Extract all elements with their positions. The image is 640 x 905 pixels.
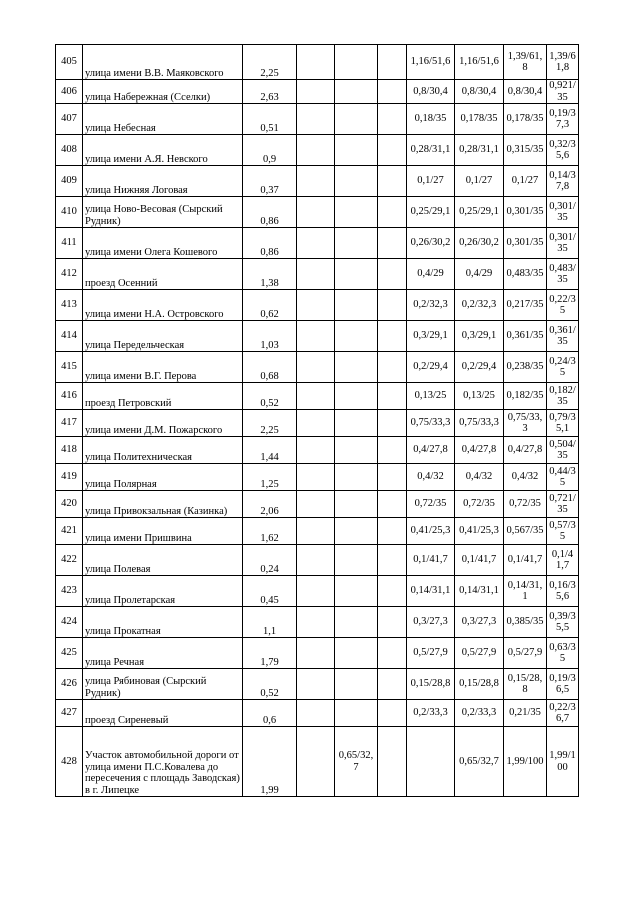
value-cell-col4 [297,321,335,352]
value-cell-col9: 0,182/35 [504,383,547,410]
street-name-cell: улица Полярная [83,464,243,491]
table-row [56,727,579,797]
value-cell-col7: 0,2/33,3 [407,700,455,727]
street-name-cell: улица Рябиновая (Сырский Рудник) [83,669,243,700]
row-number-cell: 418 [56,437,83,464]
value-cell-col4 [297,259,335,290]
value-cell-col4 [297,410,335,437]
row-number-cell: 406 [56,80,83,104]
value-cell-col9: 0,14/31,1 [504,576,547,607]
value-cell-col4 [297,727,335,797]
value-cell-col5 [335,383,378,410]
value-cell-col7: 0,13/25 [407,383,455,410]
value-cell-col9: 0,72/35 [504,491,547,518]
value-cell-col6 [378,197,407,228]
value-cell-col4 [297,383,335,410]
value-cell-col5 [335,545,378,576]
value-cell-col8: 1,16/51,6 [455,45,504,80]
value-cell-col7: 0,3/27,3 [407,607,455,638]
row-number-cell: 420 [56,491,83,518]
value-cell-col6 [378,437,407,464]
value-cell-col8: 0,4/29 [455,259,504,290]
value-cell-col10: 0,44/35 [547,464,579,491]
value-cell-col4 [297,197,335,228]
value-cell-col9: 0,238/35 [504,352,547,383]
length-cell: 1,44 [243,437,297,464]
value-cell-col8: 0,14/31,1 [455,576,504,607]
value-cell-col6 [378,290,407,321]
length-cell: 0,62 [243,290,297,321]
length-cell: 0,45 [243,576,297,607]
street-name-cell: улица Нижняя Логовая [83,166,243,197]
value-cell-col9: 0,567/35 [504,518,547,545]
row-number-cell: 426 [56,669,83,700]
value-cell-col7: 0,14/31,1 [407,576,455,607]
street-name-cell: улица Привокзальная (Казинка) [83,491,243,518]
value-cell-col8: 0,28/31,1 [455,135,504,166]
length-cell: 2,25 [243,45,297,80]
value-cell-col9: 0,4/27,8 [504,437,547,464]
row-number-cell: 422 [56,545,83,576]
table-row [56,383,579,410]
row-number-cell: 407 [56,104,83,135]
value-cell-col7: 1,16/51,6 [407,45,455,80]
value-cell-col5 [335,638,378,669]
street-name-cell: проезд Сиреневый [83,700,243,727]
value-cell-col7: 0,3/29,1 [407,321,455,352]
row-number-cell: 409 [56,166,83,197]
value-cell-col4 [297,45,335,80]
row-number-cell: 405 [56,45,83,80]
row-number-cell: 412 [56,259,83,290]
value-cell-col10: 0,57/35 [547,518,579,545]
row-number-cell: 425 [56,638,83,669]
value-cell-col4 [297,352,335,383]
value-cell-col7: 0,2/32,3 [407,290,455,321]
street-name-cell: улица Небесная [83,104,243,135]
value-cell-col9: 0,217/35 [504,290,547,321]
row-number-cell: 415 [56,352,83,383]
length-cell: 1,03 [243,321,297,352]
value-cell-col5 [335,607,378,638]
value-cell-col6 [378,383,407,410]
length-cell: 0,9 [243,135,297,166]
length-cell: 1,1 [243,607,297,638]
table-row [56,410,579,437]
value-cell-col10: 0,63/35 [547,638,579,669]
value-cell-col4 [297,135,335,166]
street-name-cell: улица имени Н.А. Островского [83,290,243,321]
value-cell-col4 [297,166,335,197]
table-row [56,321,579,352]
value-cell-col8: 0,1/27 [455,166,504,197]
value-cell-col10: 0,16/35,6 [547,576,579,607]
value-cell-col6 [378,700,407,727]
table-row [56,518,579,545]
value-cell-col8: 0,178/35 [455,104,504,135]
value-cell-col5 [335,80,378,104]
value-cell-col10: 0,504/35 [547,437,579,464]
street-name-cell: проезд Осенний [83,259,243,290]
street-name-cell: улица Передельческая [83,321,243,352]
value-cell-col5 [335,669,378,700]
table-row [56,700,579,727]
value-cell-col5 [335,352,378,383]
value-cell-col9: 0,15/28,8 [504,669,547,700]
table-row [56,45,579,80]
value-cell-col7: 0,28/31,1 [407,135,455,166]
table-row [56,135,579,166]
value-cell-col8: 0,72/35 [455,491,504,518]
value-cell-col10: 0,19/36,5 [547,669,579,700]
value-cell-col9: 0,361/35 [504,321,547,352]
value-cell-col8: 0,2/33,3 [455,700,504,727]
street-name-cell: улица имени Д.М. Пожарского [83,410,243,437]
street-name-cell: улица имени Пришвина [83,518,243,545]
value-cell-col8: 0,4/27,8 [455,437,504,464]
value-cell-col6 [378,166,407,197]
value-cell-col7: 0,1/41,7 [407,545,455,576]
value-cell-col9: 0,1/41,7 [504,545,547,576]
value-cell-col7: 0,26/30,2 [407,228,455,259]
value-cell-col10: 0,301/35 [547,228,579,259]
value-cell-col9: 0,385/35 [504,607,547,638]
value-cell-col10: 0,79/35,1 [547,410,579,437]
length-cell: 0,37 [243,166,297,197]
value-cell-col7 [407,727,455,797]
row-number-cell: 413 [56,290,83,321]
table-row [56,669,579,700]
length-cell: 1,25 [243,464,297,491]
value-cell-col8: 0,13/25 [455,383,504,410]
value-cell-col4 [297,228,335,259]
table-row [56,638,579,669]
street-name-cell: Участок автомобильной дороги от улица имени П.С.Ковалева до пересечения с площадь Заводская) в г. Липецке [83,727,243,797]
value-cell-col6 [378,669,407,700]
value-cell-col4 [297,491,335,518]
row-number-cell: 427 [56,700,83,727]
length-cell: 2,25 [243,410,297,437]
table-row [56,491,579,518]
value-cell-col5 [335,45,378,80]
value-cell-col5: 0,65/32,7 [335,727,378,797]
value-cell-col10: 0,22/36,7 [547,700,579,727]
value-cell-col5 [335,135,378,166]
value-cell-col10: 0,24/35 [547,352,579,383]
value-cell-col10: 0,301/35 [547,197,579,228]
value-cell-col9: 0,4/32 [504,464,547,491]
value-cell-col5 [335,700,378,727]
value-cell-col6 [378,607,407,638]
street-name-cell: улица Полевая [83,545,243,576]
table-row [56,464,579,491]
value-cell-col7: 0,8/30,4 [407,80,455,104]
road-capacity-table [55,44,579,797]
value-cell-col7: 0,2/29,4 [407,352,455,383]
value-cell-col9: 0,301/35 [504,228,547,259]
value-cell-col10: 0,19/37,3 [547,104,579,135]
street-name-cell: улица имени В.В. Маяковского [83,45,243,80]
value-cell-col4 [297,518,335,545]
value-cell-col6 [378,45,407,80]
value-cell-col9: 0,8/30,4 [504,80,547,104]
table-row [56,437,579,464]
value-cell-col4 [297,464,335,491]
length-cell: 0,52 [243,669,297,700]
value-cell-col7: 0,41/25,3 [407,518,455,545]
value-cell-col5 [335,437,378,464]
value-cell-col7: 0,18/35 [407,104,455,135]
value-cell-col9: 0,178/35 [504,104,547,135]
value-cell-col6 [378,491,407,518]
street-name-cell: улица Ново-Весовая (Сырский Рудник) [83,197,243,228]
value-cell-col8: 0,5/27,9 [455,638,504,669]
value-cell-col4 [297,80,335,104]
value-cell-col10: 0,14/37,8 [547,166,579,197]
table-body [56,45,579,797]
row-number-cell: 419 [56,464,83,491]
value-cell-col10: 0,483/35 [547,259,579,290]
length-cell: 0,68 [243,352,297,383]
value-cell-col8: 0,1/41,7 [455,545,504,576]
value-cell-col4 [297,669,335,700]
value-cell-col5 [335,576,378,607]
value-cell-col6 [378,464,407,491]
value-cell-col9: 0,21/35 [504,700,547,727]
value-cell-col5 [335,104,378,135]
value-cell-col5 [335,197,378,228]
length-cell: 2,63 [243,80,297,104]
value-cell-col8: 0,4/32 [455,464,504,491]
value-cell-col10: 0,32/35,6 [547,135,579,166]
value-cell-col6 [378,80,407,104]
value-cell-col8: 0,41/25,3 [455,518,504,545]
value-cell-col10: 1,39/61,8 [547,45,579,80]
row-number-cell: 421 [56,518,83,545]
value-cell-col8: 0,3/29,1 [455,321,504,352]
value-cell-col4 [297,290,335,321]
value-cell-col7: 0,15/28,8 [407,669,455,700]
table-row [56,352,579,383]
value-cell-col4 [297,437,335,464]
value-cell-col10: 0,22/35 [547,290,579,321]
street-name-cell: улица Пролетарская [83,576,243,607]
row-number-cell: 416 [56,383,83,410]
value-cell-col4 [297,700,335,727]
length-cell: 1,38 [243,259,297,290]
street-name-cell: улица имени А.Я. Невского [83,135,243,166]
value-cell-col7: 0,75/33,3 [407,410,455,437]
value-cell-col6 [378,410,407,437]
value-cell-col6 [378,727,407,797]
value-cell-col6 [378,104,407,135]
length-cell: 2,06 [243,491,297,518]
value-cell-col4 [297,576,335,607]
value-cell-col10: 1,99/100 [547,727,579,797]
value-cell-col4 [297,104,335,135]
value-cell-col8: 0,2/32,3 [455,290,504,321]
value-cell-col6 [378,352,407,383]
length-cell: 0,51 [243,104,297,135]
value-cell-col5 [335,464,378,491]
value-cell-col8: 0,75/33,3 [455,410,504,437]
value-cell-col9: 0,5/27,9 [504,638,547,669]
table-row [56,197,579,228]
row-number-cell: 417 [56,410,83,437]
table-row [56,166,579,197]
value-cell-col7: 0,72/35 [407,491,455,518]
table-row [56,228,579,259]
row-number-cell: 428 [56,727,83,797]
value-cell-col5 [335,290,378,321]
value-cell-col10: 0,39/35,5 [547,607,579,638]
value-cell-col9: 0,75/33,3 [504,410,547,437]
value-cell-col7: 0,25/29,1 [407,197,455,228]
value-cell-col7: 0,4/27,8 [407,437,455,464]
length-cell: 0,52 [243,383,297,410]
street-name-cell: улица Речная [83,638,243,669]
table-row [56,607,579,638]
value-cell-col5 [335,321,378,352]
length-cell: 0,86 [243,197,297,228]
value-cell-col8: 0,25/29,1 [455,197,504,228]
street-name-cell: улица имени Олега Кошевого [83,228,243,259]
value-cell-col9: 0,1/27 [504,166,547,197]
value-cell-col7: 0,1/27 [407,166,455,197]
value-cell-col6 [378,135,407,166]
value-cell-col7: 0,4/32 [407,464,455,491]
value-cell-col9: 1,39/61,8 [504,45,547,80]
value-cell-col10: 0,361/35 [547,321,579,352]
value-cell-col9: 1,99/100 [504,727,547,797]
value-cell-col4 [297,638,335,669]
value-cell-col6 [378,259,407,290]
value-cell-col9: 0,301/35 [504,197,547,228]
value-cell-col5 [335,259,378,290]
value-cell-col5 [335,491,378,518]
value-cell-col6 [378,638,407,669]
value-cell-col6 [378,321,407,352]
row-number-cell: 424 [56,607,83,638]
length-cell: 0,6 [243,700,297,727]
table-row [56,545,579,576]
value-cell-col5 [335,228,378,259]
row-number-cell: 410 [56,197,83,228]
street-name-cell: улица Набережная (Сселки) [83,80,243,104]
value-cell-col4 [297,607,335,638]
table-row [56,576,579,607]
length-cell: 1,79 [243,638,297,669]
value-cell-col8: 0,2/29,4 [455,352,504,383]
value-cell-col5 [335,518,378,545]
street-name-cell: улица Прокатная [83,607,243,638]
length-cell: 0,86 [243,228,297,259]
value-cell-col8: 0,3/27,3 [455,607,504,638]
length-cell: 1,62 [243,518,297,545]
street-name-cell: улица Политехническая [83,437,243,464]
row-number-cell: 423 [56,576,83,607]
value-cell-col6 [378,228,407,259]
street-name-cell: проезд Петровский [83,383,243,410]
value-cell-col10: 0,182/35 [547,383,579,410]
value-cell-col6 [378,576,407,607]
table-row [56,80,579,104]
value-cell-col10: 0,1/41,7 [547,545,579,576]
table-row [56,290,579,321]
value-cell-col8: 0,15/28,8 [455,669,504,700]
table-row [56,259,579,290]
value-cell-col10: 0,721/35 [547,491,579,518]
value-cell-col7: 0,4/29 [407,259,455,290]
value-cell-col6 [378,518,407,545]
value-cell-col8: 0,26/30,2 [455,228,504,259]
table-row [56,104,579,135]
row-number-cell: 411 [56,228,83,259]
value-cell-col4 [297,545,335,576]
value-cell-col6 [378,545,407,576]
street-name-cell: улица имени В.Г. Перова [83,352,243,383]
row-number-cell: 414 [56,321,83,352]
value-cell-col8: 0,65/32,7 [455,727,504,797]
value-cell-col5 [335,410,378,437]
value-cell-col7: 0,5/27,9 [407,638,455,669]
value-cell-col5 [335,166,378,197]
length-cell: 0,24 [243,545,297,576]
value-cell-col10: 0,921/35 [547,80,579,104]
row-number-cell: 408 [56,135,83,166]
value-cell-col9: 0,483/35 [504,259,547,290]
value-cell-col8: 0,8/30,4 [455,80,504,104]
value-cell-col9: 0,315/35 [504,135,547,166]
length-cell: 1,99 [243,727,297,797]
